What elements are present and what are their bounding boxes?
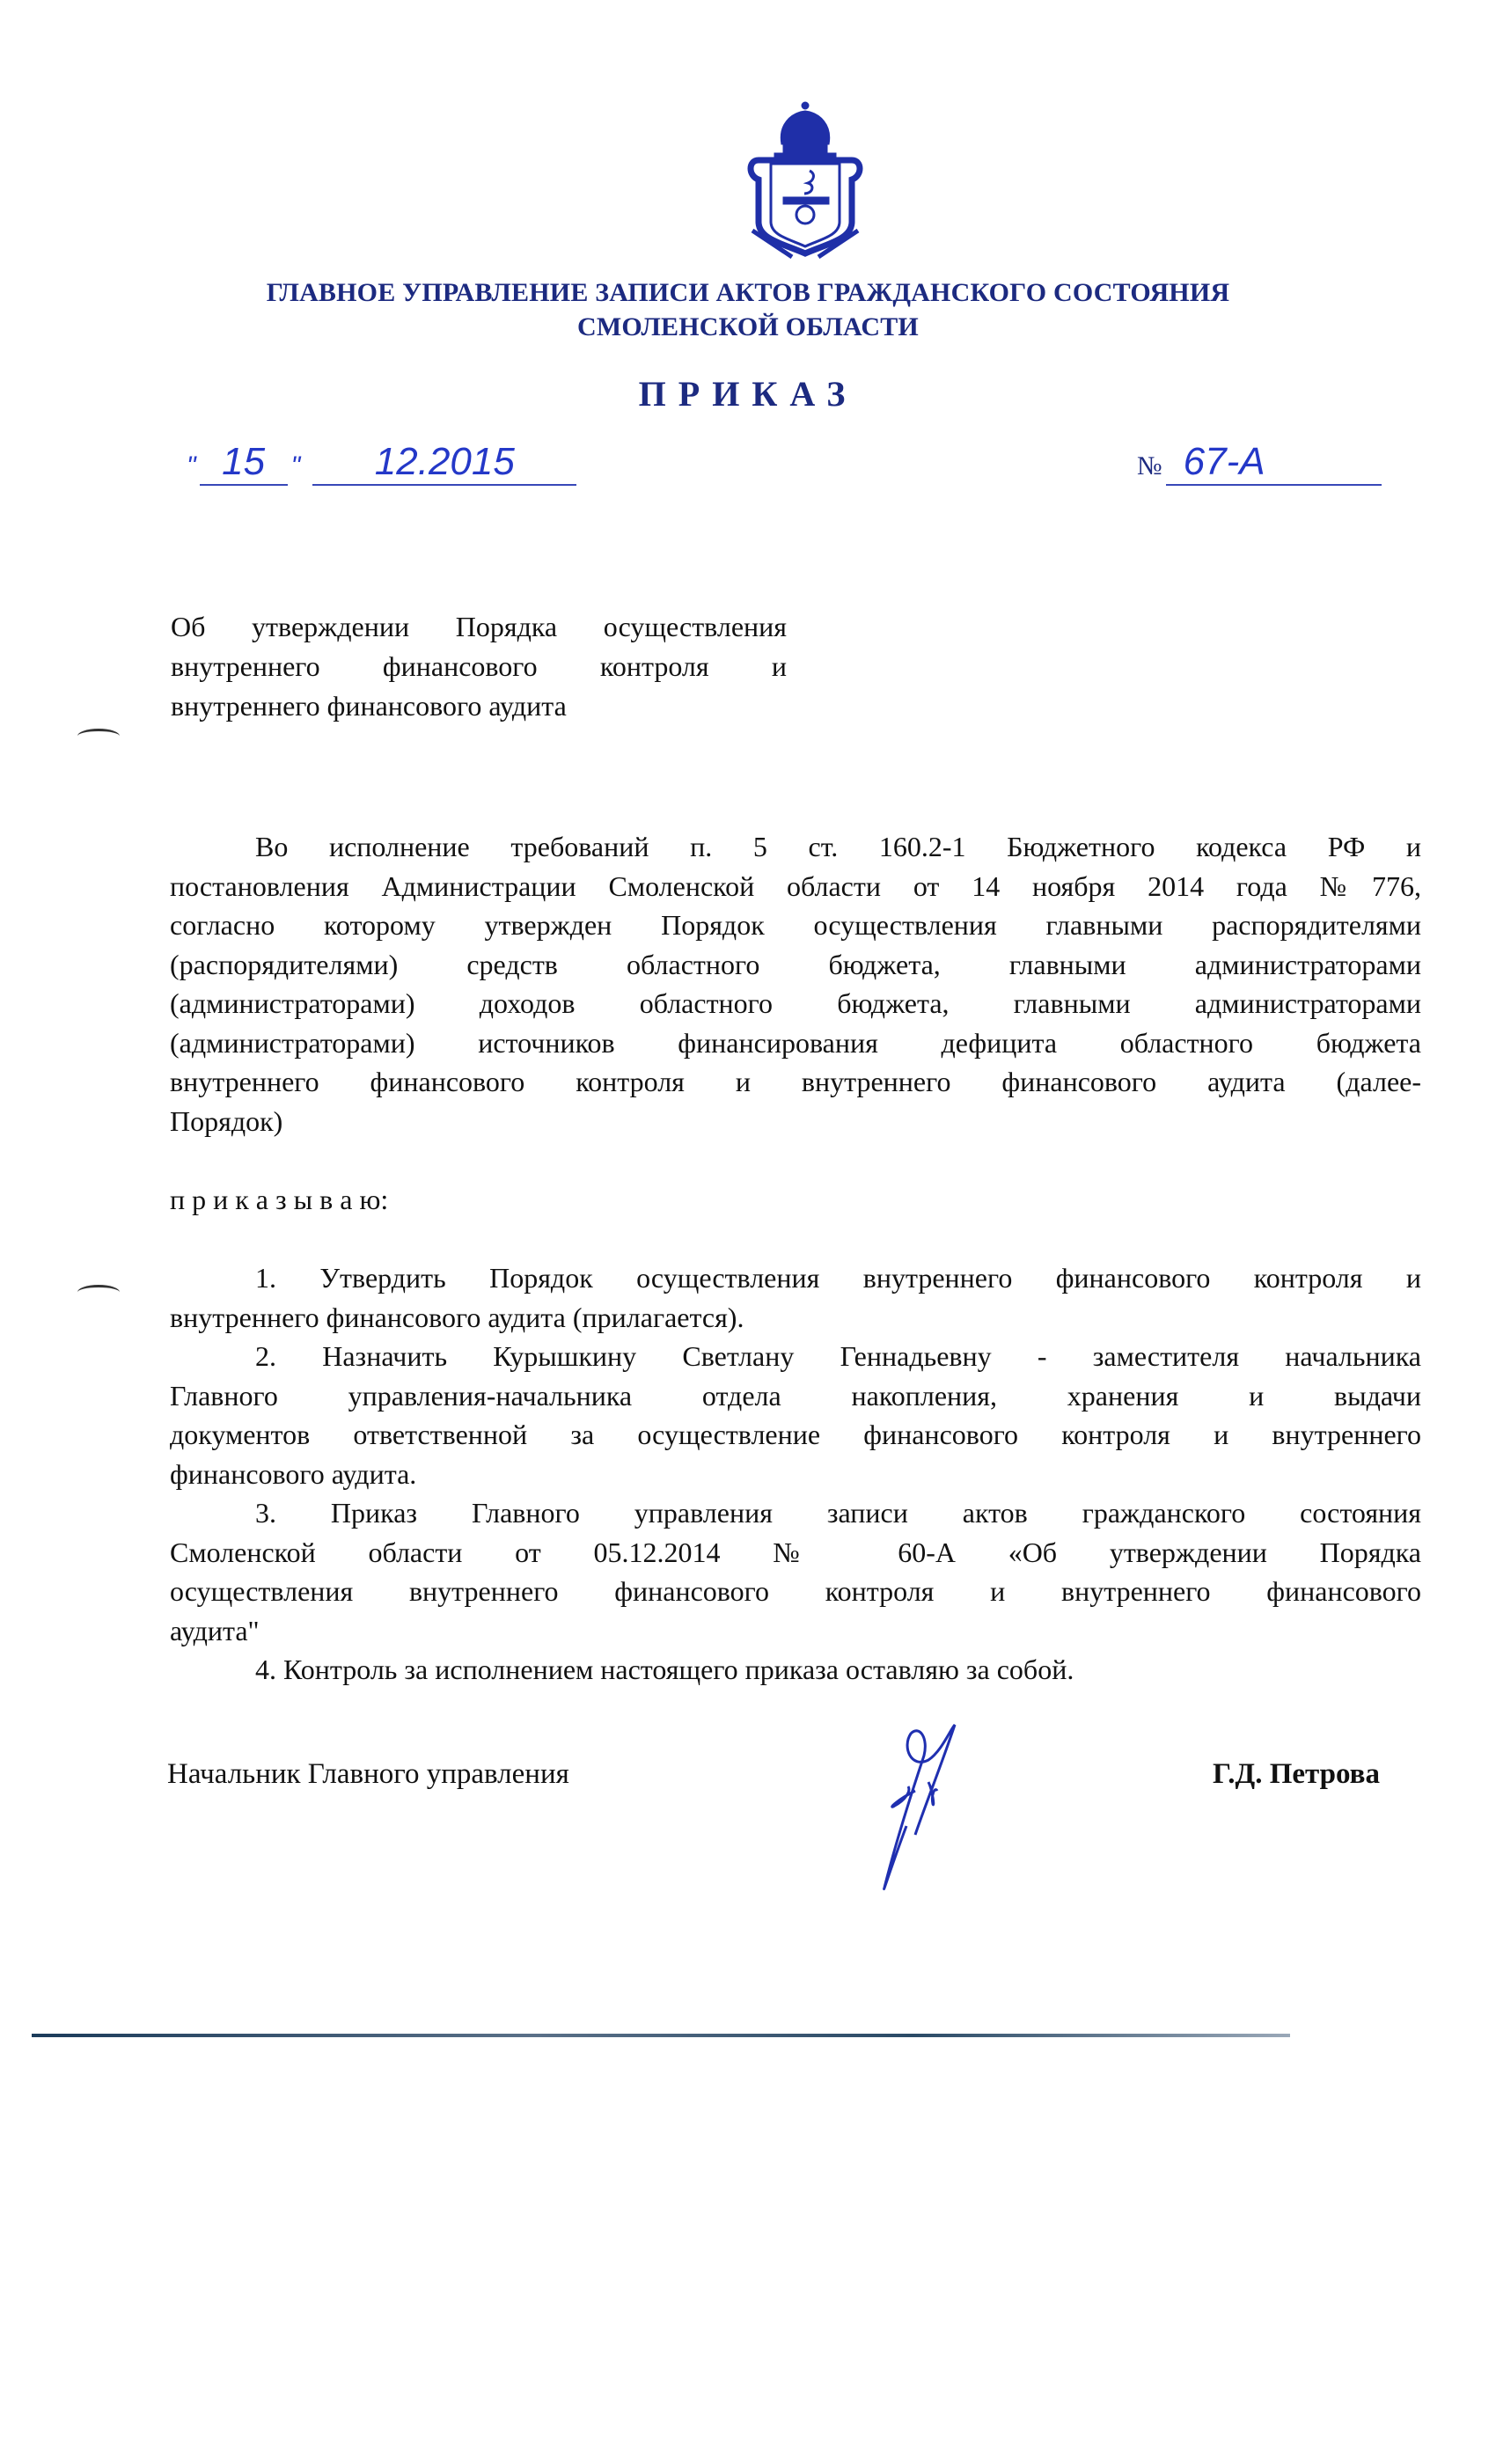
body-line: 4. Контроль за исполнением настоящего приказа оставляю за собой. (255, 1654, 1074, 1685)
date-month-year: 12.2015 (312, 440, 576, 486)
scan-mark (77, 1285, 120, 1300)
body-line: (администраторами) источников финансирования дефицита областного бюджета (170, 1026, 1421, 1059)
body-line: (распорядителями) средств областного бюджета, главными администраторами (170, 948, 1421, 980)
handwritten-signature (871, 1720, 1021, 1896)
body-line: Порядок) (170, 1104, 283, 1137)
body-line: 3. Приказ Главного управления записи актов гражданского состояния (255, 1497, 1421, 1529)
number-sign: № (1137, 451, 1162, 480)
body-line: осуществления внутреннего финансового контроля и внутреннего финансового (170, 1575, 1421, 1607)
scan-mark (77, 729, 120, 744)
body-line: 1. Утвердить Порядок осуществления внутреннего финансового контроля и (255, 1262, 1421, 1294)
body-line: финансового аудита. (170, 1457, 417, 1490)
body-line: постановления Администрации Смоленской области от 14 ноября 2014 года №776, (170, 869, 1421, 902)
body-line: внутреннего финансового контроля и внутреннего финансового аудита (далее- (170, 1066, 1421, 1097)
number-value: 67-А (1166, 440, 1382, 486)
organization-name-line1: ГЛАВНОЕ УПРАВЛЕНИЕ ЗАПИСИ АКТОВ ГРАЖДАНСКОГО СОСТОЯНИЯ (266, 278, 1230, 307)
signatory-name: Г.Д. Петрова (1213, 1758, 1381, 1790)
document-title: ПРИКАЗ (638, 374, 858, 414)
date-day: 15 (200, 440, 288, 486)
body-line: Во исполнение требований п. 5 ст. 160.2-1 Бюджетного кодекса РФ и (255, 831, 1421, 862)
body-line: Главного управления-начальника отдела накопления, хранения и выдачи (170, 1379, 1421, 1412)
body-line: 2. Назначить Курышкину Светлану Геннадьевну - заместителя начальника (255, 1340, 1421, 1372)
bottom-rule (32, 2034, 1290, 2037)
date-quote-open: " (187, 451, 196, 480)
subject-line: внутреннего финансового аудита (171, 690, 567, 722)
body-line: аудита" (170, 1614, 260, 1646)
signatory-position: Начальник Главного управления (167, 1758, 569, 1790)
order-date (187, 440, 576, 486)
body-line: Смоленской области от 05.12.2014 № 60-А «Об утверждении Порядка (170, 1536, 1421, 1568)
body-line: согласно которому утвержден Порядок осуществления главными распорядителями (170, 909, 1421, 941)
subject-line: внутреннего финансового контроля и (171, 650, 787, 682)
organization-name-line2: СМОЛЕНСКОЙ ОБЛАСТИ (577, 312, 919, 341)
body-line: (администраторами) доходов областного бюджета, главными администраторами (170, 987, 1421, 1019)
body-line: внутреннего финансового аудита (прилагается). (170, 1301, 744, 1333)
order-word: п р и к а з ы в а ю: (170, 1184, 389, 1215)
coat-of-arms-emblem (739, 99, 871, 259)
order-number (1137, 440, 1382, 486)
subject-line: Об утверждении Порядка осуществления (171, 611, 787, 642)
date-quote-close: " (290, 451, 301, 480)
body-line: документов ответственной за осуществление финансового контроля и внутреннего (170, 1419, 1421, 1450)
